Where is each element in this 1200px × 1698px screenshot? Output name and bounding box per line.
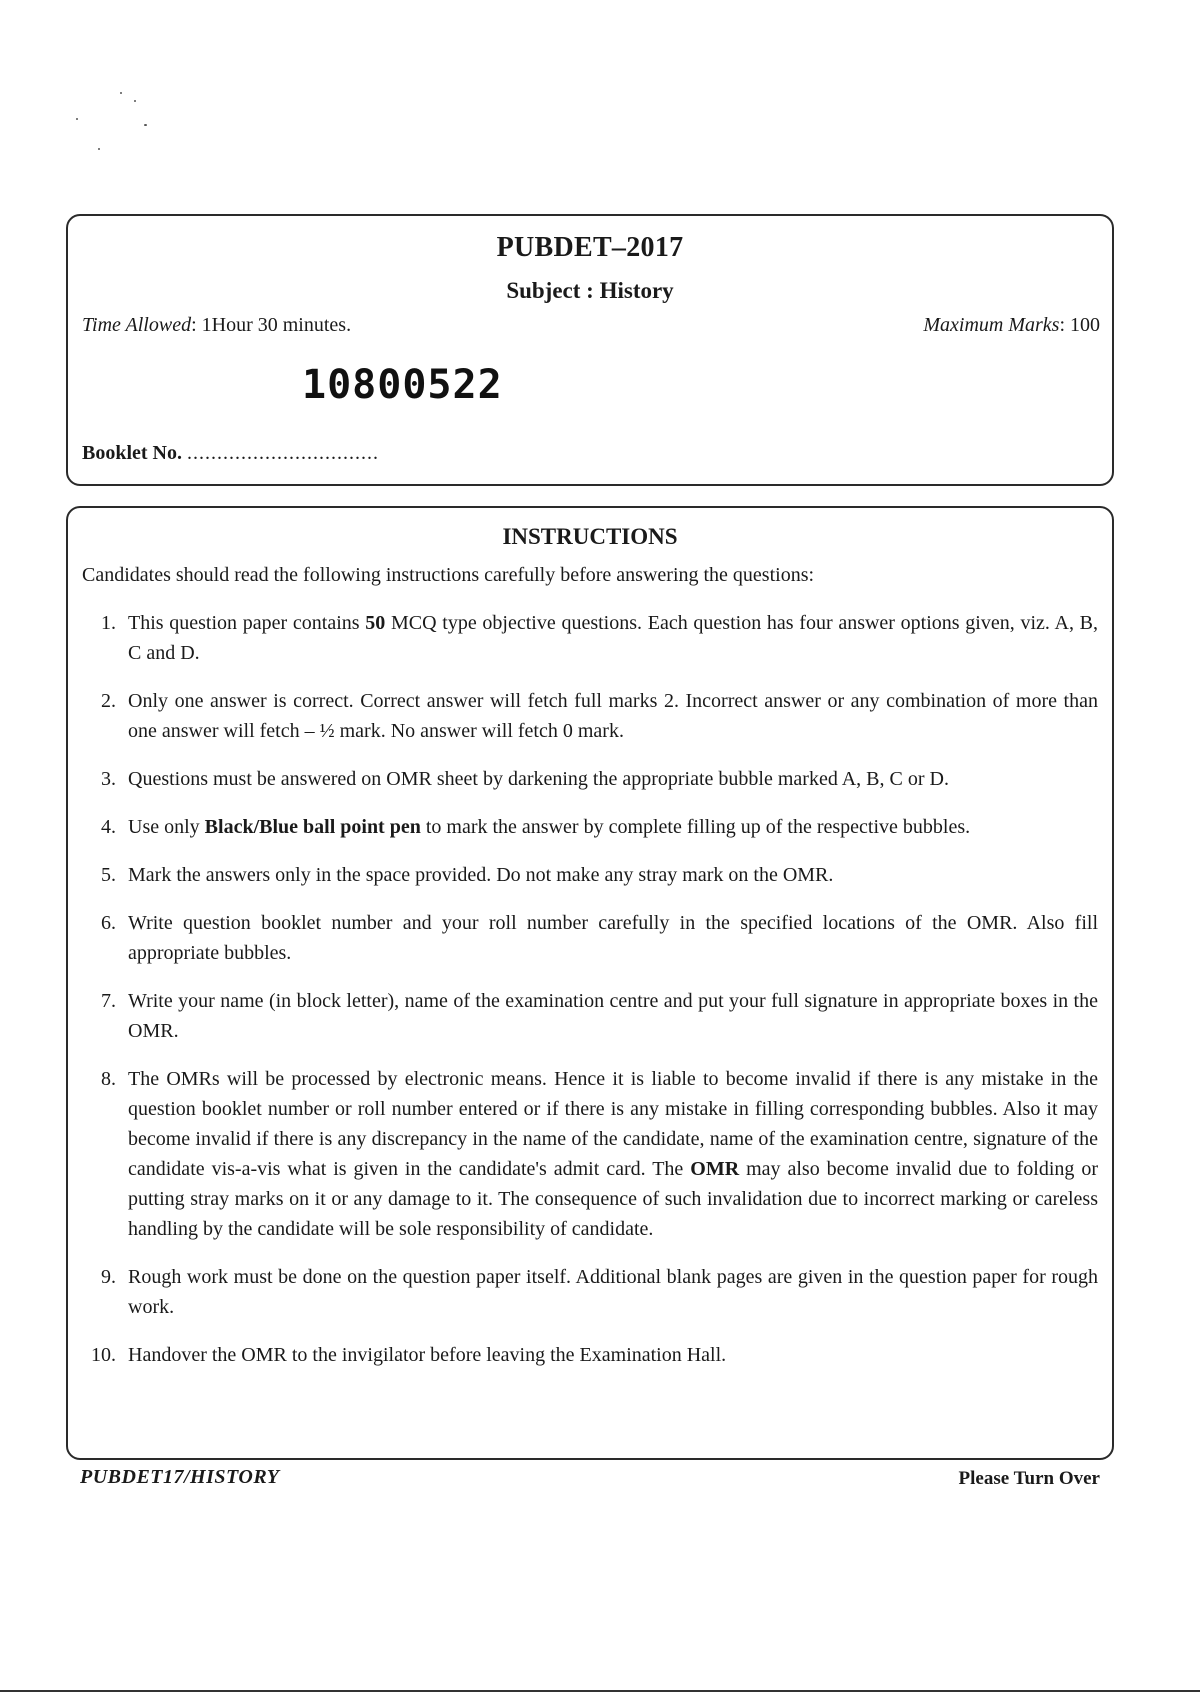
booklet-no-label: Booklet No. xyxy=(82,442,182,464)
scan-speck xyxy=(76,118,78,120)
instruction-text: Write your name (in block letter), name of the examination centre and put your full signature in appropriate boxes in the OMR. xyxy=(128,990,1098,1042)
maximum-marks-value: : 100 xyxy=(1059,314,1100,336)
subject-line: Subject : History xyxy=(506,278,674,303)
instruction-number: 4. xyxy=(101,816,116,838)
instruction-number: 10. xyxy=(91,1344,116,1366)
instruction-text: Write question booklet number and your roll number carefully in the specified locations of the OMR. Also fill appropriate bubbles. xyxy=(128,912,1098,964)
instruction-text: Questions must be answered on OMR sheet by darkening the appropriate bubble marked A, B, C or D. xyxy=(128,768,949,790)
maximum-marks-label: Maximum Marks xyxy=(923,314,1060,336)
instruction-item xyxy=(82,860,1098,890)
instruction-text: The OMRs will be processed by electronic means. Hence it is liable to become invalid if there is any mistake in the question booklet number or roll number entered or if there is any mistake in filling corresponding bubbles. Also it may become invalid if there is any discrepancy in the name of the candidate, name of the examination centre, signature of the candidate vis-a-vis what is given in the candidate's admit card. The OMR may also become invalid due to folding or putting stray marks on it or any damage to it. The consequence of such invalidation due to incorrect marking or careless handling by the candidate will be sole responsibility of candidate. xyxy=(128,1068,1098,1240)
instruction-item xyxy=(82,1262,1098,1322)
instruction-text: Mark the answers only in the space provided. Do not make any stray mark on the OMR. xyxy=(128,864,834,886)
instruction-text: Use only Black/Blue ball point pen to mark the answer by complete filling up of the respective bubbles. xyxy=(128,816,971,838)
instructions-box xyxy=(66,506,1114,1460)
instruction-text: Rough work must be done on the question paper itself. Additional blank pages are given in the question paper for rough work. xyxy=(128,1266,1098,1318)
booklet-no-dots: ................................ xyxy=(187,442,379,464)
exam-title: PUBDET–2017 xyxy=(496,232,684,263)
bottom-rule xyxy=(0,1690,1200,1692)
instructions-list xyxy=(82,608,1098,1388)
instruction-item xyxy=(82,812,1098,842)
instruction-item xyxy=(82,1064,1098,1244)
booklet-no-field xyxy=(82,442,379,465)
scan-speck xyxy=(134,100,136,102)
scan-speck xyxy=(98,148,100,150)
instruction-number: 2. xyxy=(101,690,116,712)
instruction-number: 9. xyxy=(101,1266,116,1288)
instruction-item xyxy=(82,908,1098,968)
instructions-intro: Candidates should read the following instructions carefully before answering the questions: xyxy=(82,564,815,586)
instruction-number: 6. xyxy=(101,912,116,934)
instruction-text: Only one answer is correct. Correct answer will fetch full marks 2. Incorrect answer or any combination of more than one answer will fetch – ½ mark. No answer will fetch 0 mark. xyxy=(128,690,1098,742)
instruction-item xyxy=(82,764,1098,794)
booklet-number-stamp: 10800522 xyxy=(302,362,503,408)
instruction-item xyxy=(82,986,1098,1046)
time-allowed-label: Time Allowed xyxy=(82,314,192,336)
instruction-number: 8. xyxy=(101,1068,116,1090)
instruction-number: 1. xyxy=(101,612,116,634)
footer-code: PUBDET17/HISTORY xyxy=(80,1466,280,1488)
instructions-title: INSTRUCTIONS xyxy=(502,524,678,549)
scan-speck xyxy=(144,124,147,126)
instruction-item xyxy=(82,1340,1098,1370)
instruction-number: 7. xyxy=(101,990,116,1012)
time-allowed-value: : 1Hour 30 minutes. xyxy=(191,314,352,336)
exam-header-box xyxy=(66,214,1114,486)
instruction-text: This question paper contains 50 MCQ type objective questions. Each question has four answer options given, viz. A, B, C and D. xyxy=(128,612,1098,664)
instruction-number: 3. xyxy=(101,768,116,790)
time-allowed xyxy=(82,314,351,337)
instruction-item xyxy=(82,608,1098,668)
instruction-text: Handover the OMR to the invigilator before leaving the Examination Hall. xyxy=(128,1344,727,1366)
scan-speck xyxy=(120,92,122,94)
please-turn-over: Please Turn Over xyxy=(958,1468,1100,1489)
instruction-item xyxy=(82,686,1098,746)
maximum-marks xyxy=(923,314,1100,337)
instruction-number: 5. xyxy=(101,864,116,886)
